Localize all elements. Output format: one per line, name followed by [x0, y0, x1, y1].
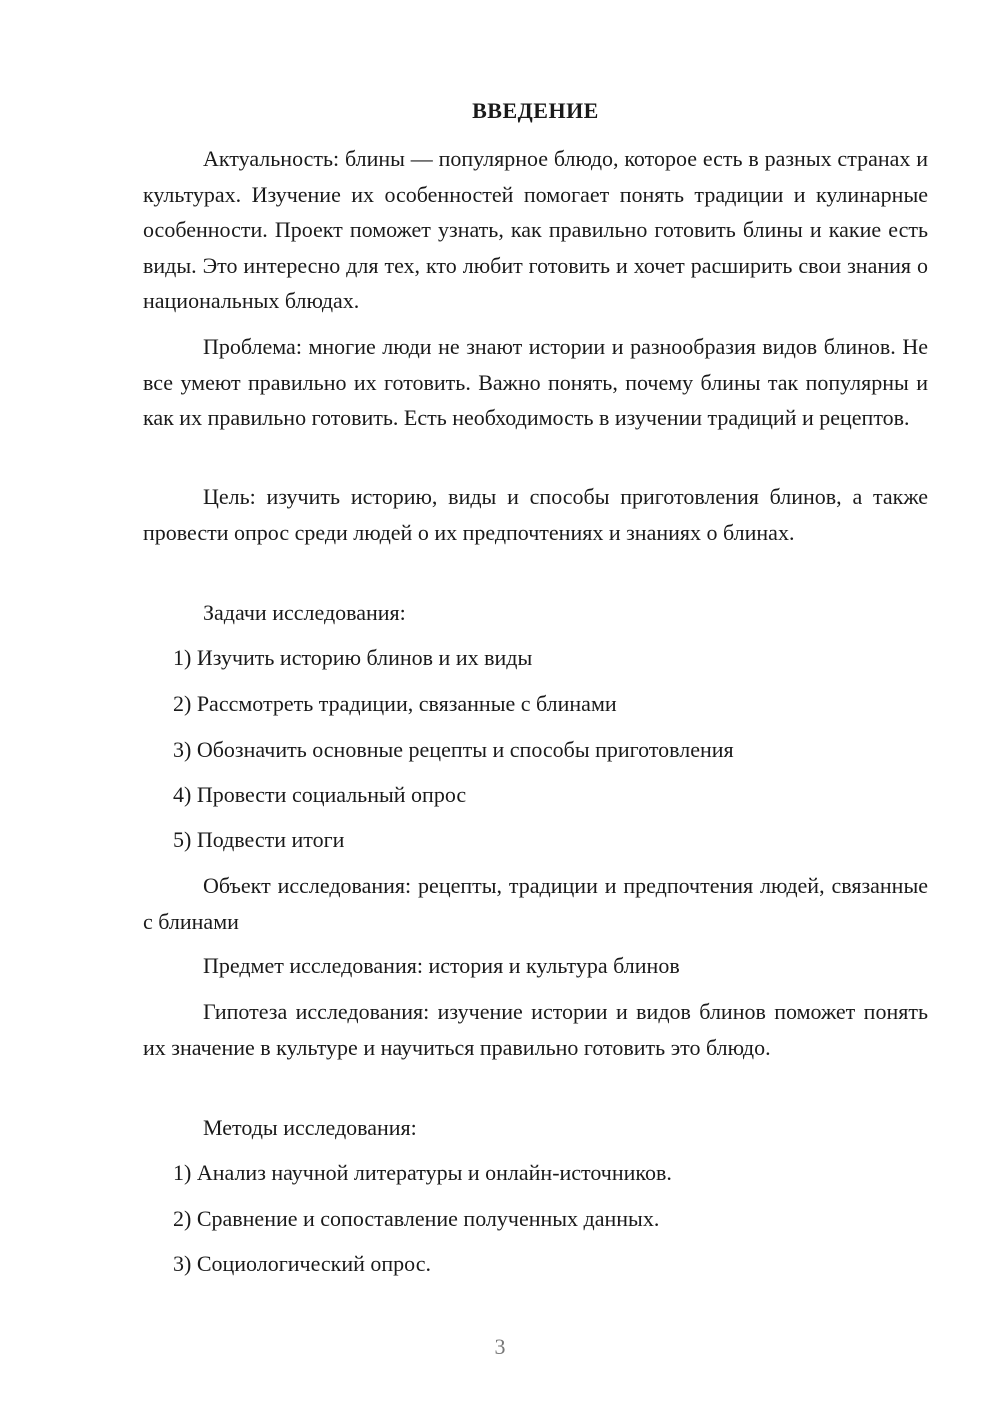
task-item: 5) Подвести итоги: [173, 827, 345, 852]
paragraph-relevance: Актуальность: блины — популярное блюдо, которое есть в разных странах и культурах. Изучение их особенностей помогает понять традиции и кулинарные особенности. Проект поможет узнать, как правильно готовить блины и какие есть виды. Это интересно для тех, кто любит готовить и хочет расширить свои знания о национальных блюдах.: [143, 146, 928, 313]
paragraph-subject: Предмет исследования: история и культура блинов: [203, 953, 680, 978]
paragraph-goal: Цель: изучить историю, виды и способы приготовления блинов, а также провести опрос среди людей о их предпочтениях и знаниях о блинах.: [143, 484, 928, 545]
paragraph-problem: Проблема: многие люди не знают истории и разнообразия видов блинов. Не все умеют правильно их готовить. Важно понять, почему блины так популярны и как их правильно готовить. Есть необходимость в изучении традиций и рецептов.: [143, 334, 928, 430]
task-item: 2) Рассмотреть традиции, связанные с блинами: [173, 691, 617, 716]
methods-heading: Методы исследования:: [203, 1115, 417, 1140]
task-item: 4) Провести социальный опрос: [173, 782, 467, 807]
method-item: 1) Анализ научной литературы и онлайн-источников.: [173, 1160, 672, 1185]
task-item: 3) Обозначить основные рецепты и способы приготовления: [173, 737, 734, 762]
paragraph-object: Объект исследования: рецепты, традиции и предпочтения людей, связанные с блинами: [143, 873, 928, 934]
page-number: 3: [494, 1334, 506, 1359]
method-item: 3) Социологический опрос.: [173, 1251, 431, 1276]
page-title: ВВЕДЕНИЕ: [472, 98, 599, 123]
tasks-heading: Задачи исследования:: [203, 600, 406, 625]
task-item: 1) Изучить историю блинов и их виды: [173, 645, 533, 670]
method-item: 2) Сравнение и сопоставление полученных данных.: [173, 1206, 660, 1231]
paragraph-hypothesis: Гипотеза исследования: изучение истории и видов блинов поможет понять их значение в культуре и научиться правильно готовить это блюдо.: [143, 999, 928, 1060]
